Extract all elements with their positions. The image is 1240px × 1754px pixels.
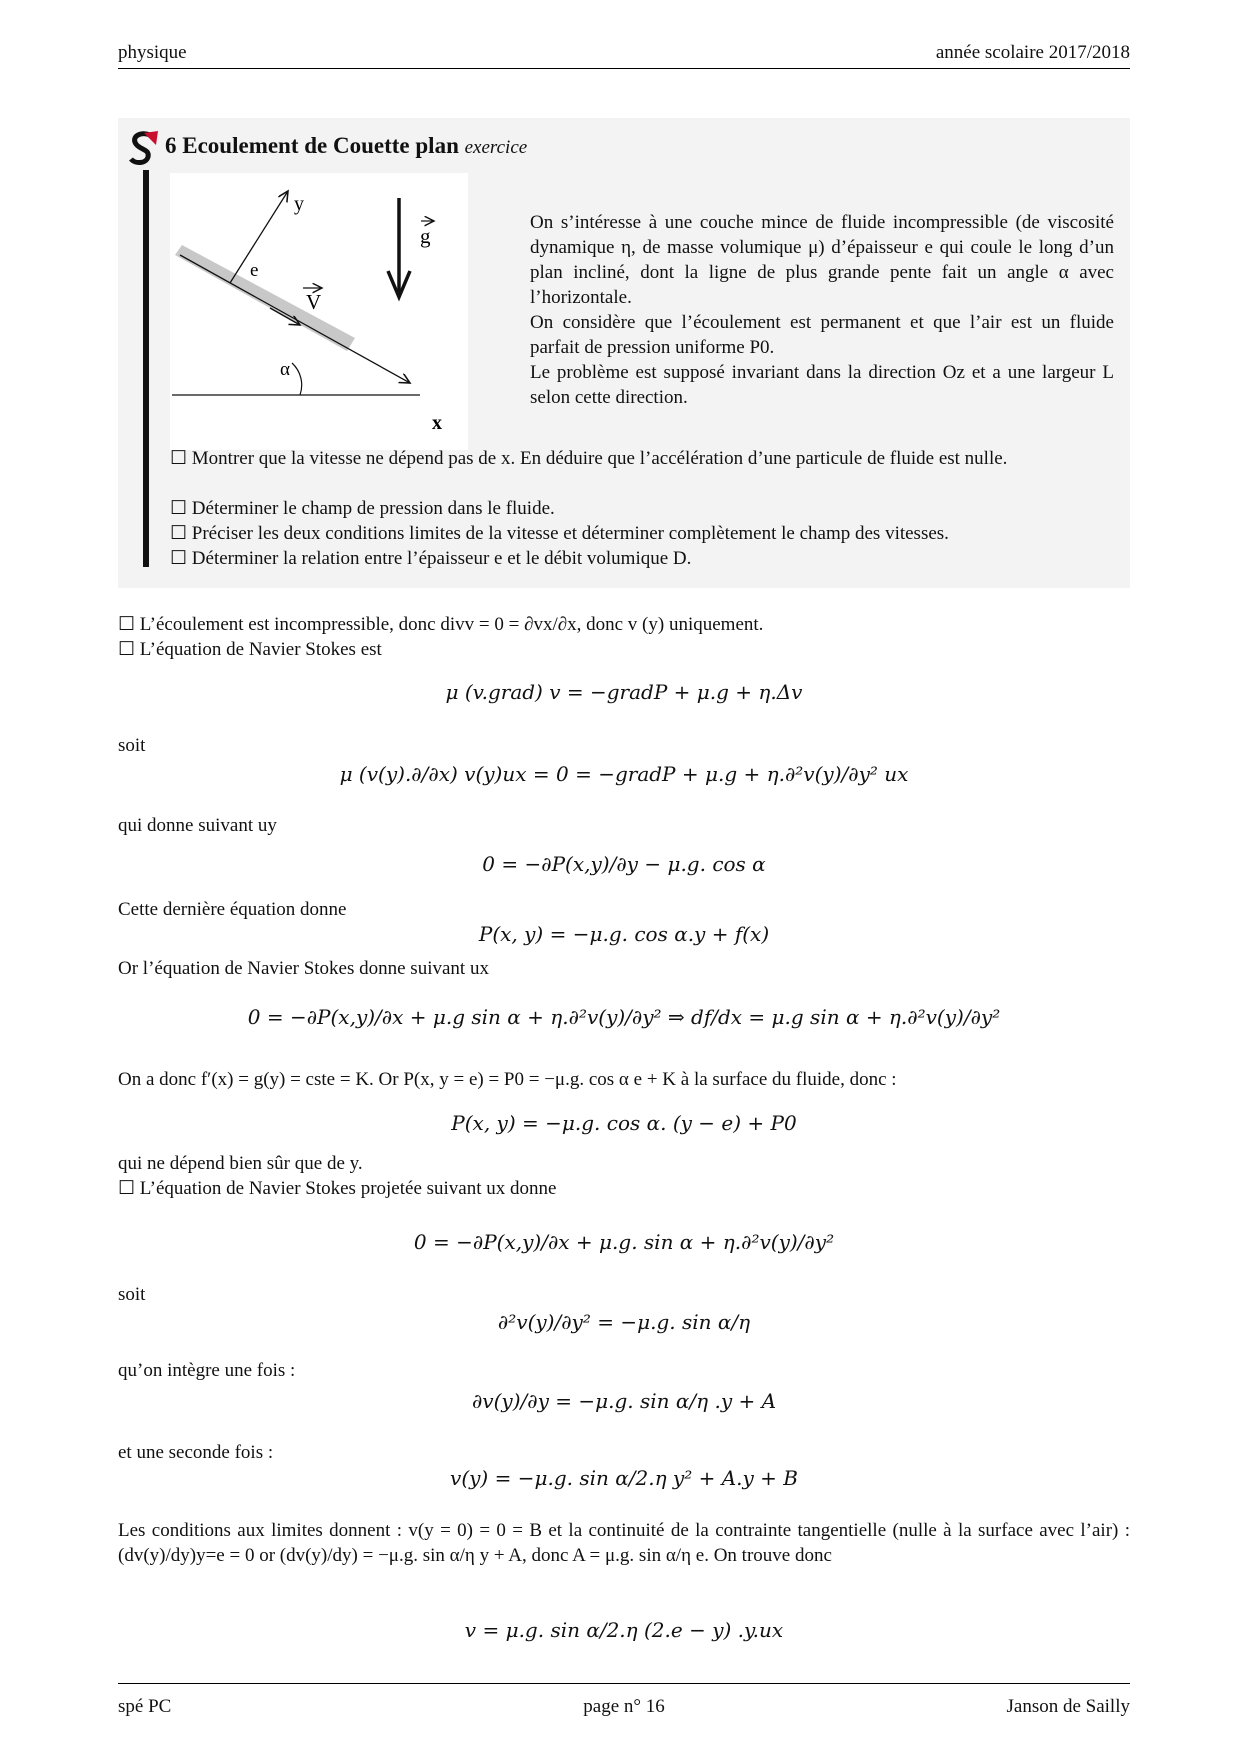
label-g: g xyxy=(420,224,431,248)
header-subject: physique xyxy=(118,42,187,63)
intro-paragraph: On considère que l’écoulement est permanent et que l’air est un fluide parfait de pression uniforme P0. xyxy=(530,312,1114,358)
header-year: année scolaire 2017/2018 xyxy=(935,42,1130,63)
fluid-layer xyxy=(175,245,355,351)
label-e: e xyxy=(250,260,259,281)
solution-text-11: qu’on intègre une fois : xyxy=(118,1360,296,1381)
equation-ns-x: 0 = −∂P(x,y)/∂x + μ.g. sin α + η.∂²v(y)/∂y² xyxy=(413,1230,835,1254)
x-axis xyxy=(180,255,410,383)
question-2: ☐ Déterminer le champ de pression dans le fluide. xyxy=(170,498,555,519)
equation-first-integral: ∂v(y)/∂y = −μ.g. sin α/η .y + A xyxy=(471,1389,777,1413)
solution-text-6: Or l’équation de Navier Stokes donne suivant ux xyxy=(118,958,489,979)
exercise-title: 6 Ecoulement de Couette plan exercice xyxy=(165,133,528,158)
solution-text-1: ☐ L’écoulement est incompressible, donc divv = 0 = ∂vx/∂x, donc v (y) uniquement. xyxy=(118,614,764,635)
solution-text-3: soit xyxy=(118,735,146,756)
y-axis xyxy=(230,191,288,283)
footer-school: Janson de Sailly xyxy=(1006,1696,1130,1717)
label-alpha: α xyxy=(280,359,290,380)
exercise-tag: exercice xyxy=(464,137,528,158)
exercise-intro xyxy=(530,210,1114,410)
solution-text-5: Cette dernière équation donne xyxy=(118,899,347,920)
footer-page-number: page n° 16 xyxy=(583,1696,665,1717)
exercise-margin-bar xyxy=(143,170,149,567)
solution-text-8: qui ne dépend bien sûr que de y. xyxy=(118,1153,363,1174)
equation-second-integral: v(y) = −μ.g. sin α/2.η y² + A.y + B xyxy=(450,1466,798,1490)
equation-pressure-field: P(x, y) = −μ.g. cos α. (y − e) + P0 xyxy=(451,1111,797,1135)
equation-projection: μ (v(y).∂/∂x) v(y)ux = 0 = −gradP + μ.g + η.∂²v(y)/∂y² ux xyxy=(339,762,909,786)
solution-text-10: soit xyxy=(118,1284,146,1305)
page-header xyxy=(118,38,1130,69)
solution-text-7: On a donc f′(x) = g(y) = cste = K. Or P(x, y = e) = P0 = −μ.g. cos α e + K à la surface du fluide, donc : xyxy=(118,1069,897,1090)
question-4: ☐ Déterminer la relation entre l’épaisseur e et le débit volumique D. xyxy=(170,548,692,569)
equation-navier-stokes: μ (v.grad) v = −gradP + μ.g + η.Δv xyxy=(445,680,803,704)
exercise-logo-icon xyxy=(126,129,160,169)
solution-text-12: et une seconde fois : xyxy=(118,1442,274,1463)
equation-second-derivative: ∂²v(y)/∂y² = −μ.g. sin α/η xyxy=(497,1310,751,1334)
incline-figure xyxy=(170,173,468,450)
label-x: x xyxy=(432,412,442,434)
equation-pressure-general: P(x, y) = −μ.g. cos α.y + f(x) xyxy=(478,922,770,946)
solution-text-4: qui donne suivant uy xyxy=(118,815,277,836)
equation-x-projection: 0 = −∂P(x,y)/∂x + μ.g sin α + η.∂²v(y)/∂y² ⇒ df/dx = μ.g sin α + η.∂²v(y)/∂y² xyxy=(247,1005,1001,1029)
question-3: ☐ Préciser les deux conditions limites de la vitesse et déterminer complètement le champ des vitesses. xyxy=(170,523,949,544)
page-footer xyxy=(118,1683,1130,1724)
solution-text-9: ☐ L’équation de Navier Stokes projetée suivant ux donne xyxy=(118,1178,557,1199)
question-1: ☐ Montrer que la vitesse ne dépend pas de x. En déduire que l’accélération d’une particule de fluide est nulle. xyxy=(170,448,1008,469)
equation-velocity-field: v = μ.g. sin α/2.η (2.e − y) .y.ux xyxy=(464,1618,784,1642)
intro-paragraph: Le problème est supposé invariant dans la direction Oz et a une largeur L selon cette direction. xyxy=(530,362,1114,408)
solution-text-13: Les conditions aux limites donnent : v(y = 0) = 0 = B et la continuité de la contrainte tangentielle (nulle à la surface avec l’air) : (dv(y)/dy)y=e = 0 or (dv(y)/dy) = −μ.g. sin α/η y + A, donc A = μ.g. sin α/η e. On trouve donc xyxy=(118,1520,1130,1566)
solution-text-2: ☐ L’équation de Navier Stokes est xyxy=(118,639,382,660)
intro-paragraph: On s’intéresse à une couche mince de fluide incompressible (de viscosité dynamique η, de masse volumique μ) d’épaisseur e qui coule le long d’un plan incliné, dont la ligne de plus grande pente fait un angle α avec l’horizontale. xyxy=(530,212,1114,308)
label-y: y xyxy=(294,193,304,215)
footer-class: spé PC xyxy=(118,1696,172,1717)
label-V: V xyxy=(306,290,322,314)
equation-y-projection: 0 = −∂P(x,y)/∂y − μ.g. cos α xyxy=(482,852,766,876)
